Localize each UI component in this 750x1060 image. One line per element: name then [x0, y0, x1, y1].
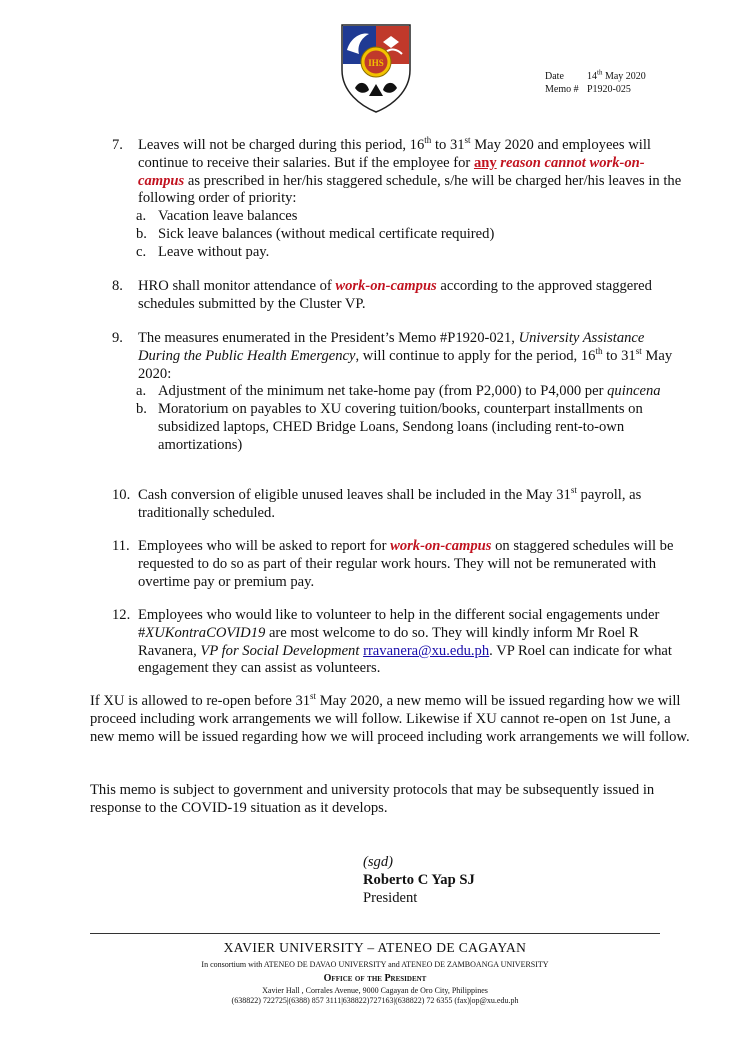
- sub-item: b. Moratorium on payables to XU covering tuition/books, counterpart installments on subsidized laptops, CHED Bridge Loans, Sendong loans (including rent-to-own amortizations): [136, 401, 643, 453]
- item-number: 12.: [112, 607, 131, 623]
- signatory-name: Roberto C Yap SJ: [363, 871, 475, 888]
- footer-divider: [90, 933, 660, 934]
- item-text: The measures enumerated in the President’s Memo #P1920-021, University Assistance During the Public Health Emergency, will continue to apply for the period, 16th to 31st May 2020:: [138, 330, 673, 382]
- emphasis-work-on-campus: reason cannot work-on-campus: [138, 154, 645, 189]
- footer-address: Xavier Hall , Corrales Avenue, 9000 Cagayan de Oro City, Philippines: [262, 986, 488, 995]
- date-value: 14th May 2020: [587, 68, 646, 82]
- paragraph-reopen: If XU is allowed to re-open before 31st May 2020, a new memo will be issued regarding how we will proceed including work arrangements we will follow. Likewise if XU cannot re-open on 1st June, a new memo will be issued regarding how we will proceed including work arrangements we will follow.: [90, 691, 690, 745]
- item-text: Employees who will be asked to report for work-on-campus on staggered schedules will be requested to do so as part of their regular work hours. They will not be remunerated with overtime pay or premium pay.: [138, 538, 674, 590]
- university-seal: [339, 22, 413, 114]
- item-number: 11.: [112, 538, 130, 554]
- sub-item: a. Adjustment of the minimum net take-home pay (from P2,000) to P4,000 per quincena: [136, 383, 661, 400]
- list-item-10: [112, 487, 687, 523]
- memo-meta: [545, 70, 646, 96]
- date-label: Date: [545, 71, 564, 82]
- list-item-9: [112, 330, 687, 455]
- item-text: Leaves will not be charged during this period, 16th to 31st May 2020 and employees will continue to receive their salaries. But if the employee for any reason cannot work-on-campus as prescribed in her/his staggered schedule, s/he will be charged her/his leaves in the following order of priority:: [138, 135, 682, 207]
- list-item-8: [112, 278, 687, 314]
- item-number: 7.: [112, 137, 123, 153]
- list-item-12: [112, 607, 687, 678]
- item-text: HRO shall monitor attendance of work-on-campus according to the approved staggered schedules submitted by the Cluster VP.: [138, 278, 652, 312]
- list-item-7: [112, 137, 687, 262]
- email-link[interactable]: rravanera@xu.edu.ph: [363, 642, 490, 659]
- item-text: Employees who would like to volunteer to help in the different social engagements under #XUKontraCOVID19 are most welcome to do so. They will kindly inform Mr Roel R Ravanera, VP for Social Development rravanera@xu.edu.ph. VP Roel can indicate for what engagement they can assist as volunteers.: [138, 607, 672, 677]
- list-item-11: [112, 538, 687, 591]
- item-number: 10.: [112, 487, 131, 503]
- emphasis-any: any: [473, 154, 497, 171]
- item-number: 8.: [112, 278, 123, 294]
- footer-phones: (638822) 722725|(6388) 857 3111|638822)727163|(638822) 72 6355 (fax)|op@xu.edu.ph: [231, 996, 519, 1005]
- sgd-text: (sgd): [363, 854, 393, 870]
- sub-item: b. Sick leave balances (without medical certificate required): [136, 225, 495, 242]
- paragraph-protocols: This memo is subject to government and university protocols that may be subsequently issued in response to the COVID-19 situation as it develops.: [90, 782, 655, 816]
- signatory-title: President: [363, 889, 418, 906]
- item-text: Cash conversion of eligible unused leaves shall be included in the May 31st payroll, as traditionally scheduled.: [138, 485, 642, 521]
- seal-monogram: IHS: [368, 58, 384, 68]
- item-number: 9.: [112, 330, 123, 346]
- memo-number: P1920-025: [587, 84, 631, 95]
- footer-university: XAVIER UNIVERSITY – ATENEO DE CAGAYAN: [223, 940, 527, 955]
- footer-office: Office of the President: [323, 973, 427, 984]
- sub-item: c. Leave without pay.: [136, 243, 270, 260]
- memo-label: Memo #: [545, 84, 579, 95]
- footer-consortium: In consortium with ATENEO DE DAVAO UNIVERSITY and ATENEO DE ZAMBOANGA UNIVERSITY: [201, 960, 549, 969]
- sub-item: a. Vacation leave balances: [136, 208, 298, 225]
- signature-block: [363, 854, 475, 907]
